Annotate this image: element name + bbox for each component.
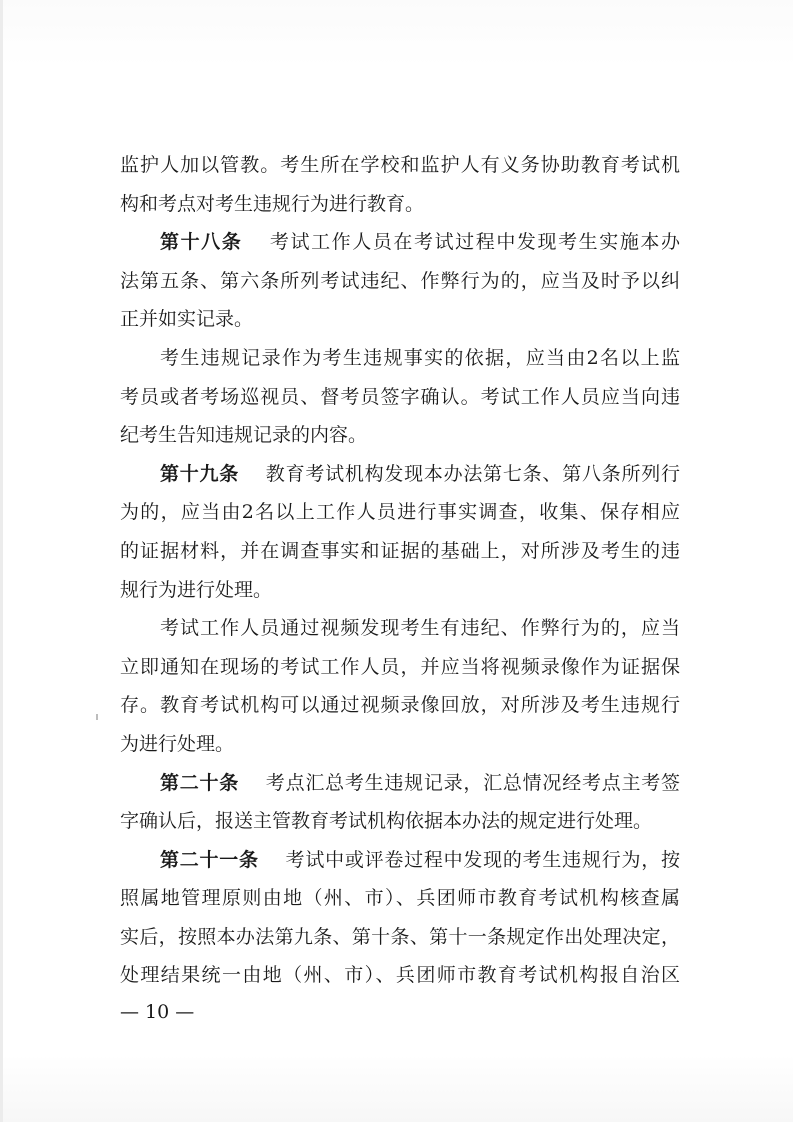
text-line bbox=[120, 764, 680, 803]
text-line: 实后，按照本办法第九条、第十条、第十一条规定作出处理决定， bbox=[120, 925, 680, 948]
text-line: 存。教育考试机构可以通过视频录像回放，对所涉及考生违规行 bbox=[120, 694, 680, 717]
article-text: 考试中或评卷过程中发现的考生违规行为，按 bbox=[284, 848, 680, 871]
article-20 bbox=[120, 764, 680, 841]
article-18 bbox=[120, 223, 680, 339]
paragraph bbox=[120, 339, 680, 455]
text-line: 字确认后，报送主管教育考试机构依据本办法的规定进行处理。 bbox=[120, 810, 653, 833]
paragraph bbox=[120, 609, 680, 763]
text-line: 照属地管理原则由地（州、市）、兵团师市教育考试机构核查属 bbox=[120, 887, 680, 910]
text-line: 正并如实记录。 bbox=[120, 308, 254, 331]
body-text bbox=[120, 146, 680, 995]
text-line: 法第五条、第六条所列考试违纪、作弊行为的，应当及时予以纠 bbox=[120, 269, 680, 292]
article-text: 考试工作人员在考试过程中发现考生实施本办 bbox=[268, 231, 680, 254]
scan-edge-shadow bbox=[0, 0, 3, 1122]
article-text: 教育考试机构发现本办法第七条、第八条所列行 bbox=[265, 462, 680, 485]
article-19 bbox=[120, 455, 680, 609]
text-line: 考试工作人员通过视频发现考生有违纪、作弊行为的，应当 bbox=[160, 617, 680, 640]
text-line: 立即通知在现场的考试工作人员，并应当将视频录像作为证据保 bbox=[120, 655, 680, 678]
text-line bbox=[120, 455, 680, 494]
article-21 bbox=[120, 841, 680, 995]
text-line: 考员或者考场巡视员、督考员签字确认。考试工作人员应当向违 bbox=[120, 385, 680, 408]
text-line: 纪考生告知违规记录的内容。 bbox=[120, 424, 368, 447]
article-text: 考点汇总考生违规记录，汇总情况经考点主考签 bbox=[265, 771, 680, 794]
paragraph-continuation bbox=[120, 146, 680, 223]
text-line: 为进行处理。 bbox=[120, 732, 235, 755]
article-number: 第二十一条 bbox=[160, 848, 259, 871]
text-line bbox=[120, 223, 680, 262]
text-line: 为的，应当由2名以上工作人员进行事实调查，收集、保存相应 bbox=[120, 501, 680, 524]
text-line bbox=[120, 841, 680, 880]
text-line: 监护人加以管教。考生所在学校和监护人有义务协助教育考试机 bbox=[120, 154, 680, 176]
article-number: 第十八条 bbox=[160, 231, 243, 254]
article-number: 第二十条 bbox=[160, 771, 240, 794]
text-line: 规行为进行处理。 bbox=[120, 578, 273, 601]
text-line: 考生违规记录作为考生违规事实的依据，应当由2名以上监 bbox=[160, 346, 680, 369]
text-line: 构和考点对考生违规行为进行教育。 bbox=[120, 192, 425, 215]
scan-speck bbox=[96, 714, 98, 720]
text-line: 处理结果统一由地（州、市）、兵团师市教育考试机构报自治区 bbox=[120, 964, 680, 987]
page-number: — 10 — bbox=[120, 1001, 195, 1023]
article-number: 第十九条 bbox=[160, 462, 240, 485]
text-line: 的证据材料，并在调查事实和证据的基础上，对所涉及考生的违 bbox=[120, 539, 680, 562]
